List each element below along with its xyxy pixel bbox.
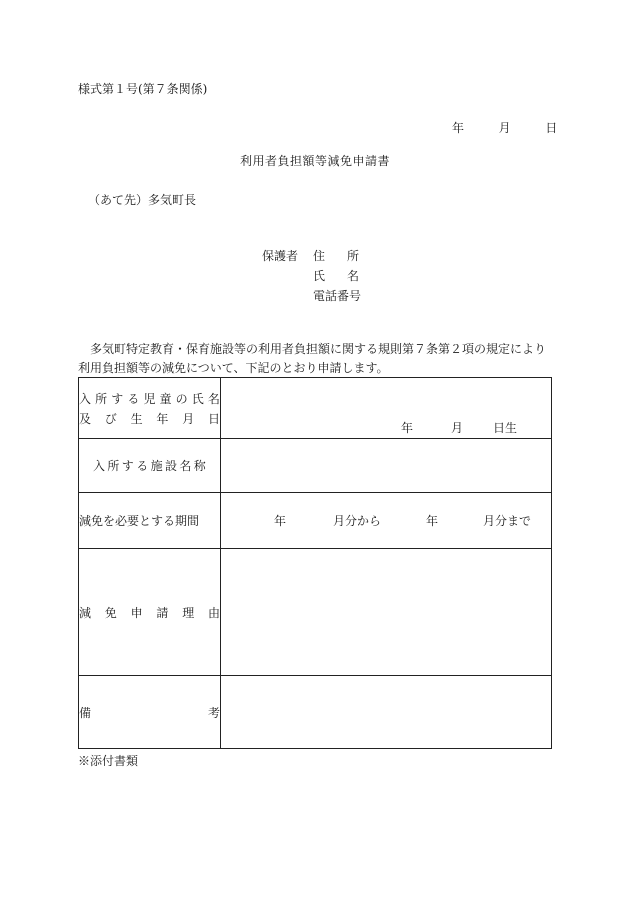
reason-row (79, 549, 552, 676)
child-label-line1: 入 所 す る 児 童 の 氏 名 (79, 391, 220, 406)
facility-label: 入所する施設名称 (79, 439, 221, 493)
period-label: 減免を必要とする期間 (79, 493, 221, 549)
birth-year-label: 年 (401, 421, 414, 435)
period-from-year: 年 (274, 514, 287, 528)
date-year-label: 年 (452, 121, 465, 135)
period-to-month: 月分まで (483, 514, 532, 528)
attachments-note: ※添付書類 (78, 754, 139, 768)
name-label: 氏名 (313, 269, 382, 283)
period-from-month: 月分から (333, 514, 382, 528)
form-number: 様式第１号(第７条関係) (78, 82, 208, 96)
date-month-label: 月 (498, 121, 511, 135)
birth-month-label: 月 (451, 421, 464, 435)
reason-label: 減 免 申 請 理 由 (79, 549, 221, 676)
period-fields (221, 512, 551, 529)
child-row (79, 378, 552, 439)
addressee: （あて先）多気町長 (88, 193, 197, 207)
date-day-label: 日 (545, 121, 558, 135)
period-value-cell[interactable] (221, 493, 552, 549)
remarks-value-cell[interactable] (221, 676, 552, 749)
applicant-block (262, 246, 382, 306)
remarks-label: 備 考 (79, 676, 221, 749)
application-table (78, 377, 552, 749)
applicant-role: 保護者 (262, 249, 299, 263)
facility-row (79, 439, 552, 493)
child-value-cell[interactable] (221, 378, 552, 439)
document-title: 利用者負担額等減免申請書 (239, 154, 390, 168)
child-label (79, 378, 221, 439)
application-statement: 多気町特定教育・保育施設等の利用者負担額に関する規則第７条第２項の規定により利用負担額等の減免について、下記のとおり申請します。 (78, 342, 547, 375)
remarks-row (79, 676, 552, 749)
reason-value-cell[interactable] (221, 549, 552, 676)
period-to-year: 年 (426, 514, 439, 528)
phone-label: 電話番号 (313, 289, 362, 303)
facility-value-cell[interactable] (221, 439, 552, 493)
period-row (79, 493, 552, 549)
child-label-line2: 及 び 生 年 月 日 (79, 411, 220, 426)
address-label: 住所 (313, 249, 382, 263)
application-date (452, 119, 557, 136)
birth-day-label: 日生 (493, 421, 518, 435)
